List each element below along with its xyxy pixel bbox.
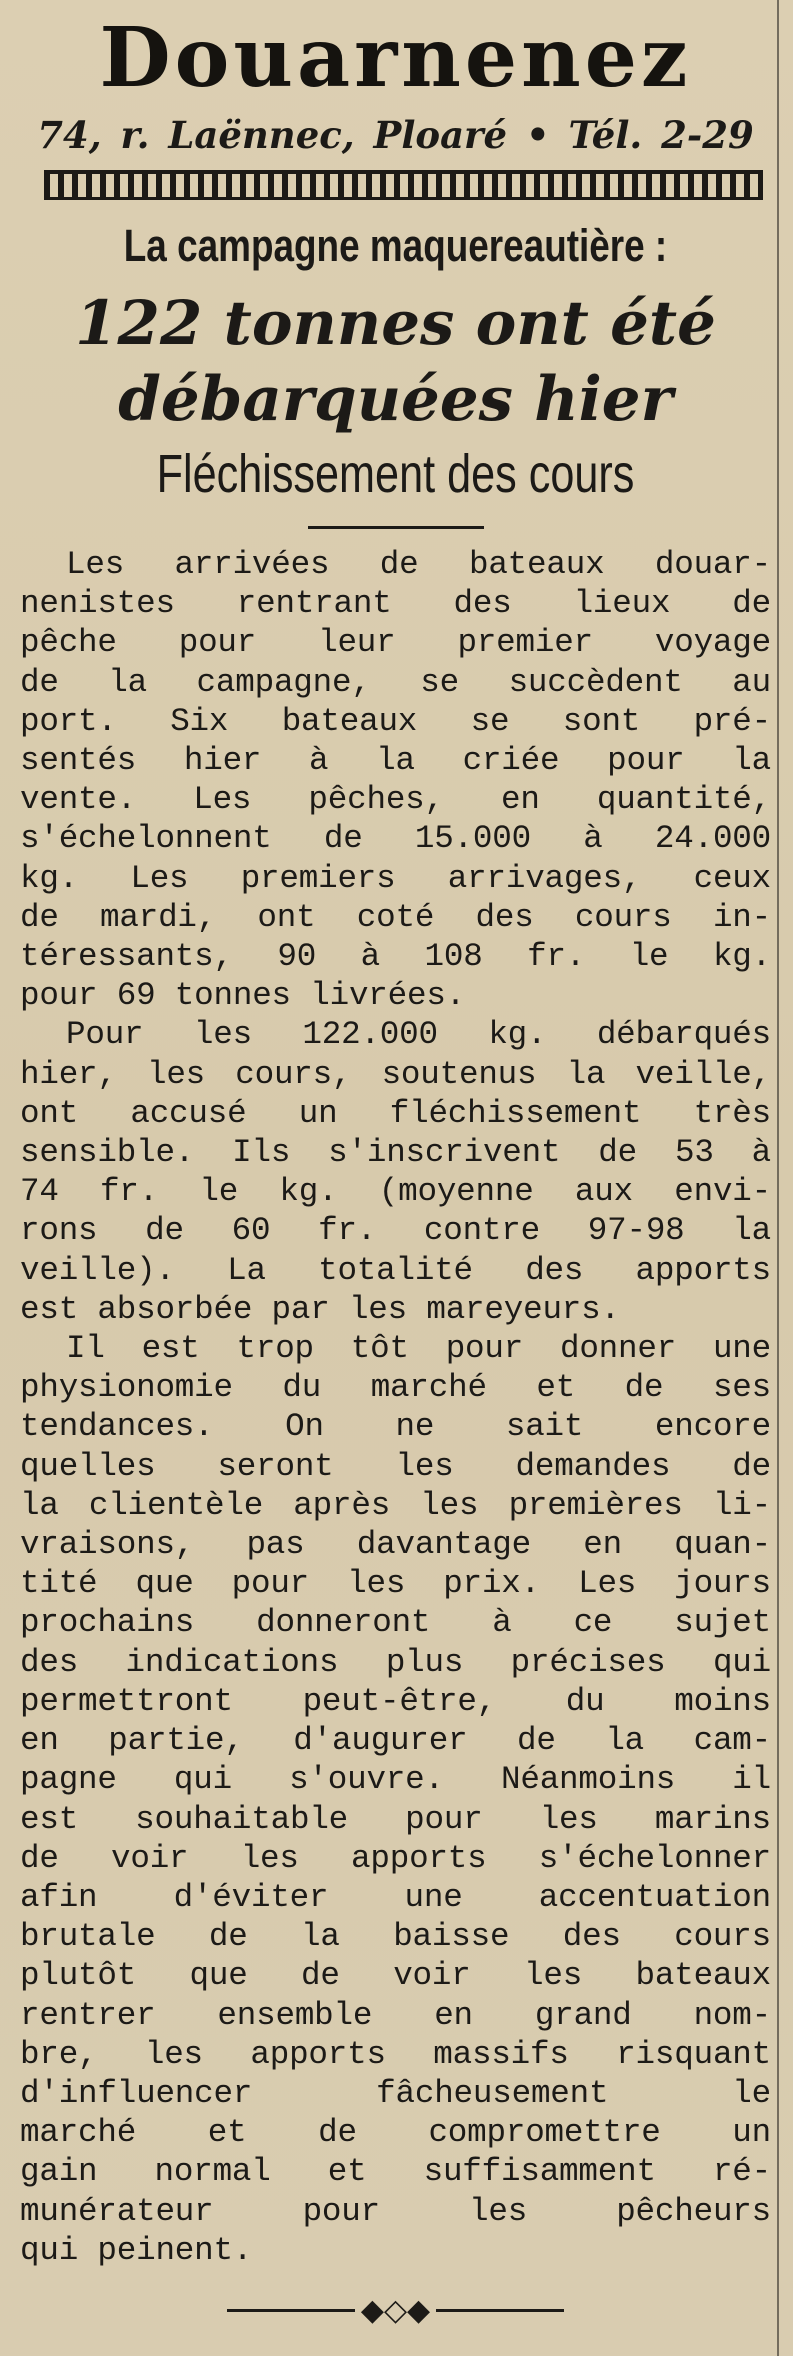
end-rule-right — [436, 2309, 564, 2312]
article-line: rentrer ensemble en grand nom- — [20, 1996, 771, 2034]
end-ornament — [20, 2292, 771, 2328]
article-line: de la campagne, se succèdent au — [20, 663, 771, 701]
article-line: veille). La totalité des apports — [20, 1251, 771, 1289]
article-subheadline: Fléchissement des cours — [156, 444, 635, 504]
article-line: 74 fr. le kg. (moyenne aux envi- — [20, 1173, 771, 1211]
article-line: prochains donneront à ce sujet — [20, 1604, 771, 1642]
article-body — [20, 545, 771, 2270]
article-line: en partie, d'augurer de la cam- — [20, 1722, 771, 1760]
article-line: permettront peut-être, du moins — [20, 1682, 771, 1720]
article-line: de voir les apports s'échelonner — [20, 1839, 771, 1877]
article-line: est absorbée par les mareyeurs. — [20, 1290, 620, 1328]
article-line: s'échelonnent de 15.000 à 24.000 — [20, 820, 771, 858]
article-line: afin d'éviter une accentuation — [20, 1878, 771, 1916]
article-paragraph — [20, 545, 771, 1015]
headline-line-1: 122 tonnes ont été — [75, 288, 716, 359]
article-paragraph — [20, 1015, 771, 1329]
column-border-rule — [777, 0, 779, 2356]
article-line: est souhaitable pour les marins — [20, 1800, 771, 1838]
article-line: d'influencer fâcheusement le — [20, 2074, 771, 2112]
article-line: des indications plus précises qui — [20, 1643, 771, 1681]
article-line: vraisons, pas davantage en quan- — [20, 1526, 771, 1564]
separator-rule — [308, 526, 484, 529]
article-line: munérateur pour les pêcheurs — [20, 2192, 771, 2230]
article-line: Il est trop tôt pour donner une — [66, 1330, 771, 1368]
decorative-hatched-rule — [44, 170, 763, 200]
article-line: pêche pour leur premier voyage — [20, 624, 771, 662]
end-rule-left — [227, 2309, 355, 2312]
article-line: Les arrivées de bateaux douar- — [66, 546, 771, 583]
article-line: quelles seront les demandes de — [20, 1447, 771, 1485]
article-line: marché et de compromettre un — [20, 2114, 771, 2152]
article-line: rons de 60 fr. contre 97-98 la — [20, 1212, 771, 1250]
article-line: pour 69 tonnes livrées. — [20, 977, 466, 1015]
article-line: bre, les apports massifs risquant — [20, 2035, 771, 2073]
article-line: pagne qui s'ouvre. Néanmoins il — [20, 1761, 771, 1799]
article-line: tité que pour les prix. Les jours — [20, 1565, 771, 1603]
article-line: plutôt que de voir les bateaux — [20, 1957, 771, 1995]
article-paragraph — [20, 1329, 771, 2270]
article-line: sensible. Ils s'inscrivent de 53 à — [20, 1134, 771, 1172]
article-headline — [20, 286, 771, 438]
headline-line-2: débarquées hier — [118, 364, 673, 435]
article-line: ont accusé un fléchissement très — [20, 1094, 771, 1132]
article-line: gain normal et suffisamment ré- — [20, 2153, 771, 2191]
article-line: Pour les 122.000 kg. débarqués — [66, 1016, 771, 1054]
article-line: hier, les cours, soutenus la veille, — [20, 1055, 771, 1093]
office-address: 74, r. Laënnec, Ploaré • Tél. 2-29 — [37, 113, 754, 157]
article-line: de mardi, ont coté des cours in- — [20, 898, 771, 936]
article-line: sentés hier à la criée pour la — [20, 742, 771, 780]
article-line: qui peinent. — [20, 2231, 253, 2269]
diamond-ornament-icon: ◆◇◆ — [360, 2292, 431, 2328]
article-line: téressants, 90 à 108 fr. le kg. — [20, 938, 771, 976]
article-line: physionomie du marché et de ses — [20, 1369, 771, 1407]
article-line: vente. Les pêches, en quantité, — [20, 781, 771, 819]
article-line: nenistes rentrant des lieux de — [20, 585, 771, 623]
article-line: la clientèle après les premières li- — [20, 1486, 771, 1524]
article-kicker: La campagne maquereautière : — [123, 220, 668, 271]
masthead-town: Douarnenez — [99, 10, 692, 106]
article-line: kg. Les premiers arrivages, ceux — [20, 859, 771, 897]
article-line: tendances. On ne sait encore — [20, 1408, 771, 1446]
article-line: port. Six bateaux se sont pré- — [20, 702, 771, 740]
article-line: brutale de la baisse des cours — [20, 1918, 771, 1956]
